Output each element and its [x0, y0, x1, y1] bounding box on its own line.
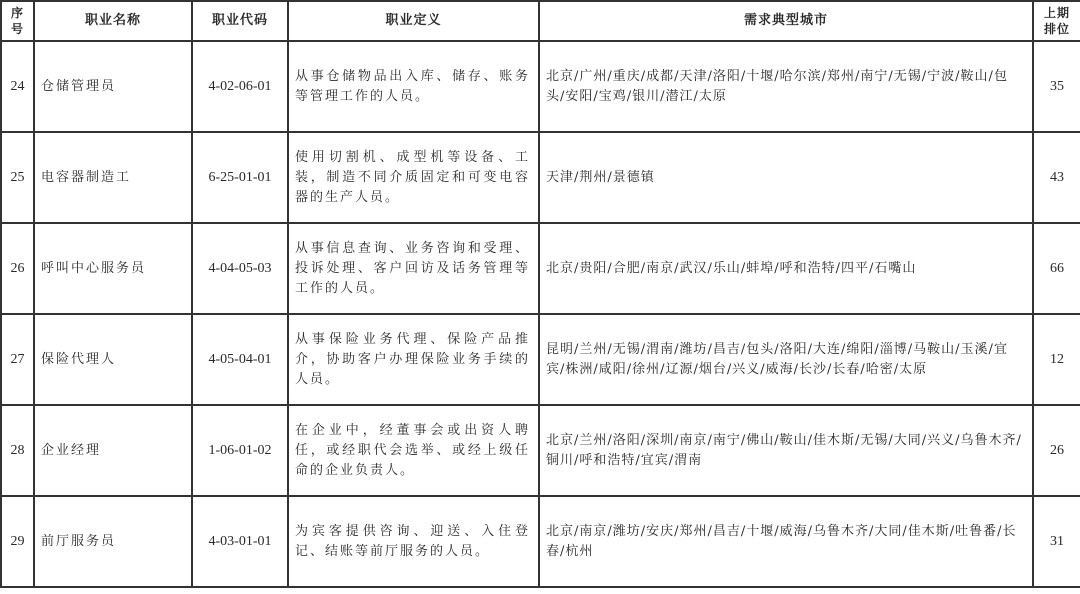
cell-cities: 北京/南京/潍坊/安庆/郑州/昌吉/十堰/威海/乌鲁木齐/大同/佳木斯/吐鲁番/长春/杭州: [539, 496, 1033, 587]
cell-code: 4-03-01-01: [192, 496, 288, 587]
table-row: [1, 314, 1080, 405]
cell-definition: 使用切割机、成型机等设备、工装，制造不同介质固定和可变电容器的生产人员。: [288, 132, 539, 223]
cell-name: 仓储管理员: [34, 41, 192, 132]
cell-cities: 北京/兰州/洛阳/深圳/南京/南宁/佛山/鞍山/佳木斯/无锡/大同/兴义/乌鲁木齐/铜川/呼和浩特/宜宾/渭南: [539, 405, 1033, 496]
cell-name: 保险代理人: [34, 314, 192, 405]
cell-definition: 为宾客提供咨询、迎送、入住登记、结账等前厅服务的人员。: [288, 496, 539, 587]
cell-no: 24: [1, 41, 34, 132]
header-prev-rank: 上期排位: [1033, 1, 1080, 41]
cell-no: 27: [1, 314, 34, 405]
cell-no: 26: [1, 223, 34, 314]
cell-name: 电容器制造工: [34, 132, 192, 223]
cell-code: 1-06-01-02: [192, 405, 288, 496]
cell-cities: 北京/广州/重庆/成都/天津/洛阳/十堰/哈尔滨/郑州/南宁/无锡/宁波/鞍山/包头/安阳/宝鸡/银川/潜江/太原: [539, 41, 1033, 132]
cell-code: 4-05-04-01: [192, 314, 288, 405]
table-row: [1, 496, 1080, 587]
cell-definition: 从事仓储物品出入库、储存、账务等管理工作的人员。: [288, 41, 539, 132]
header-definition: 职业定义: [288, 1, 539, 41]
cell-no: 28: [1, 405, 34, 496]
cell-code: 6-25-01-01: [192, 132, 288, 223]
cell-prev-rank: 43: [1033, 132, 1080, 223]
cell-definition: 从事信息查询、业务咨询和受理、投诉处理、客户回访及话务管理等工作的人员。: [288, 223, 539, 314]
table-row: [1, 405, 1080, 496]
header-no: 序号: [1, 1, 34, 41]
cell-code: 4-04-05-03: [192, 223, 288, 314]
table-row: [1, 132, 1080, 223]
cell-prev-rank: 66: [1033, 223, 1080, 314]
cell-name: 前厅服务员: [34, 496, 192, 587]
cell-definition: 从事保险业务代理、保险产品推介，协助客户办理保险业务手续的人员。: [288, 314, 539, 405]
cell-prev-rank: 12: [1033, 314, 1080, 405]
cell-prev-rank: 26: [1033, 405, 1080, 496]
cell-name: 企业经理: [34, 405, 192, 496]
cell-no: 25: [1, 132, 34, 223]
cell-no: 29: [1, 496, 34, 587]
cell-definition: 在企业中，经董事会或出资人聘任，或经职代会选举、或经上级任命的企业负责人。: [288, 405, 539, 496]
header-name: 职业名称: [34, 1, 192, 41]
cell-name: 呼叫中心服务员: [34, 223, 192, 314]
cell-cities: 昆明/兰州/无锡/渭南/潍坊/昌吉/包头/洛阳/大连/绵阳/淄博/马鞍山/玉溪/宜宾/株洲/咸阳/徐州/辽源/烟台/兴义/威海/长沙/长春/哈密/太原: [539, 314, 1033, 405]
table-header-row: [1, 1, 1080, 41]
table-row: [1, 41, 1080, 132]
cell-prev-rank: 31: [1033, 496, 1080, 587]
cell-prev-rank: 35: [1033, 41, 1080, 132]
cell-code: 4-02-06-01: [192, 41, 288, 132]
cell-cities: 天津/荆州/景德镇: [539, 132, 1033, 223]
header-code: 职业代码: [192, 1, 288, 41]
table-row: [1, 223, 1080, 314]
header-cities: 需求典型城市: [539, 1, 1033, 41]
cell-cities: 北京/贵阳/合肥/南京/武汉/乐山/蚌埠/呼和浩特/四平/石嘴山: [539, 223, 1033, 314]
